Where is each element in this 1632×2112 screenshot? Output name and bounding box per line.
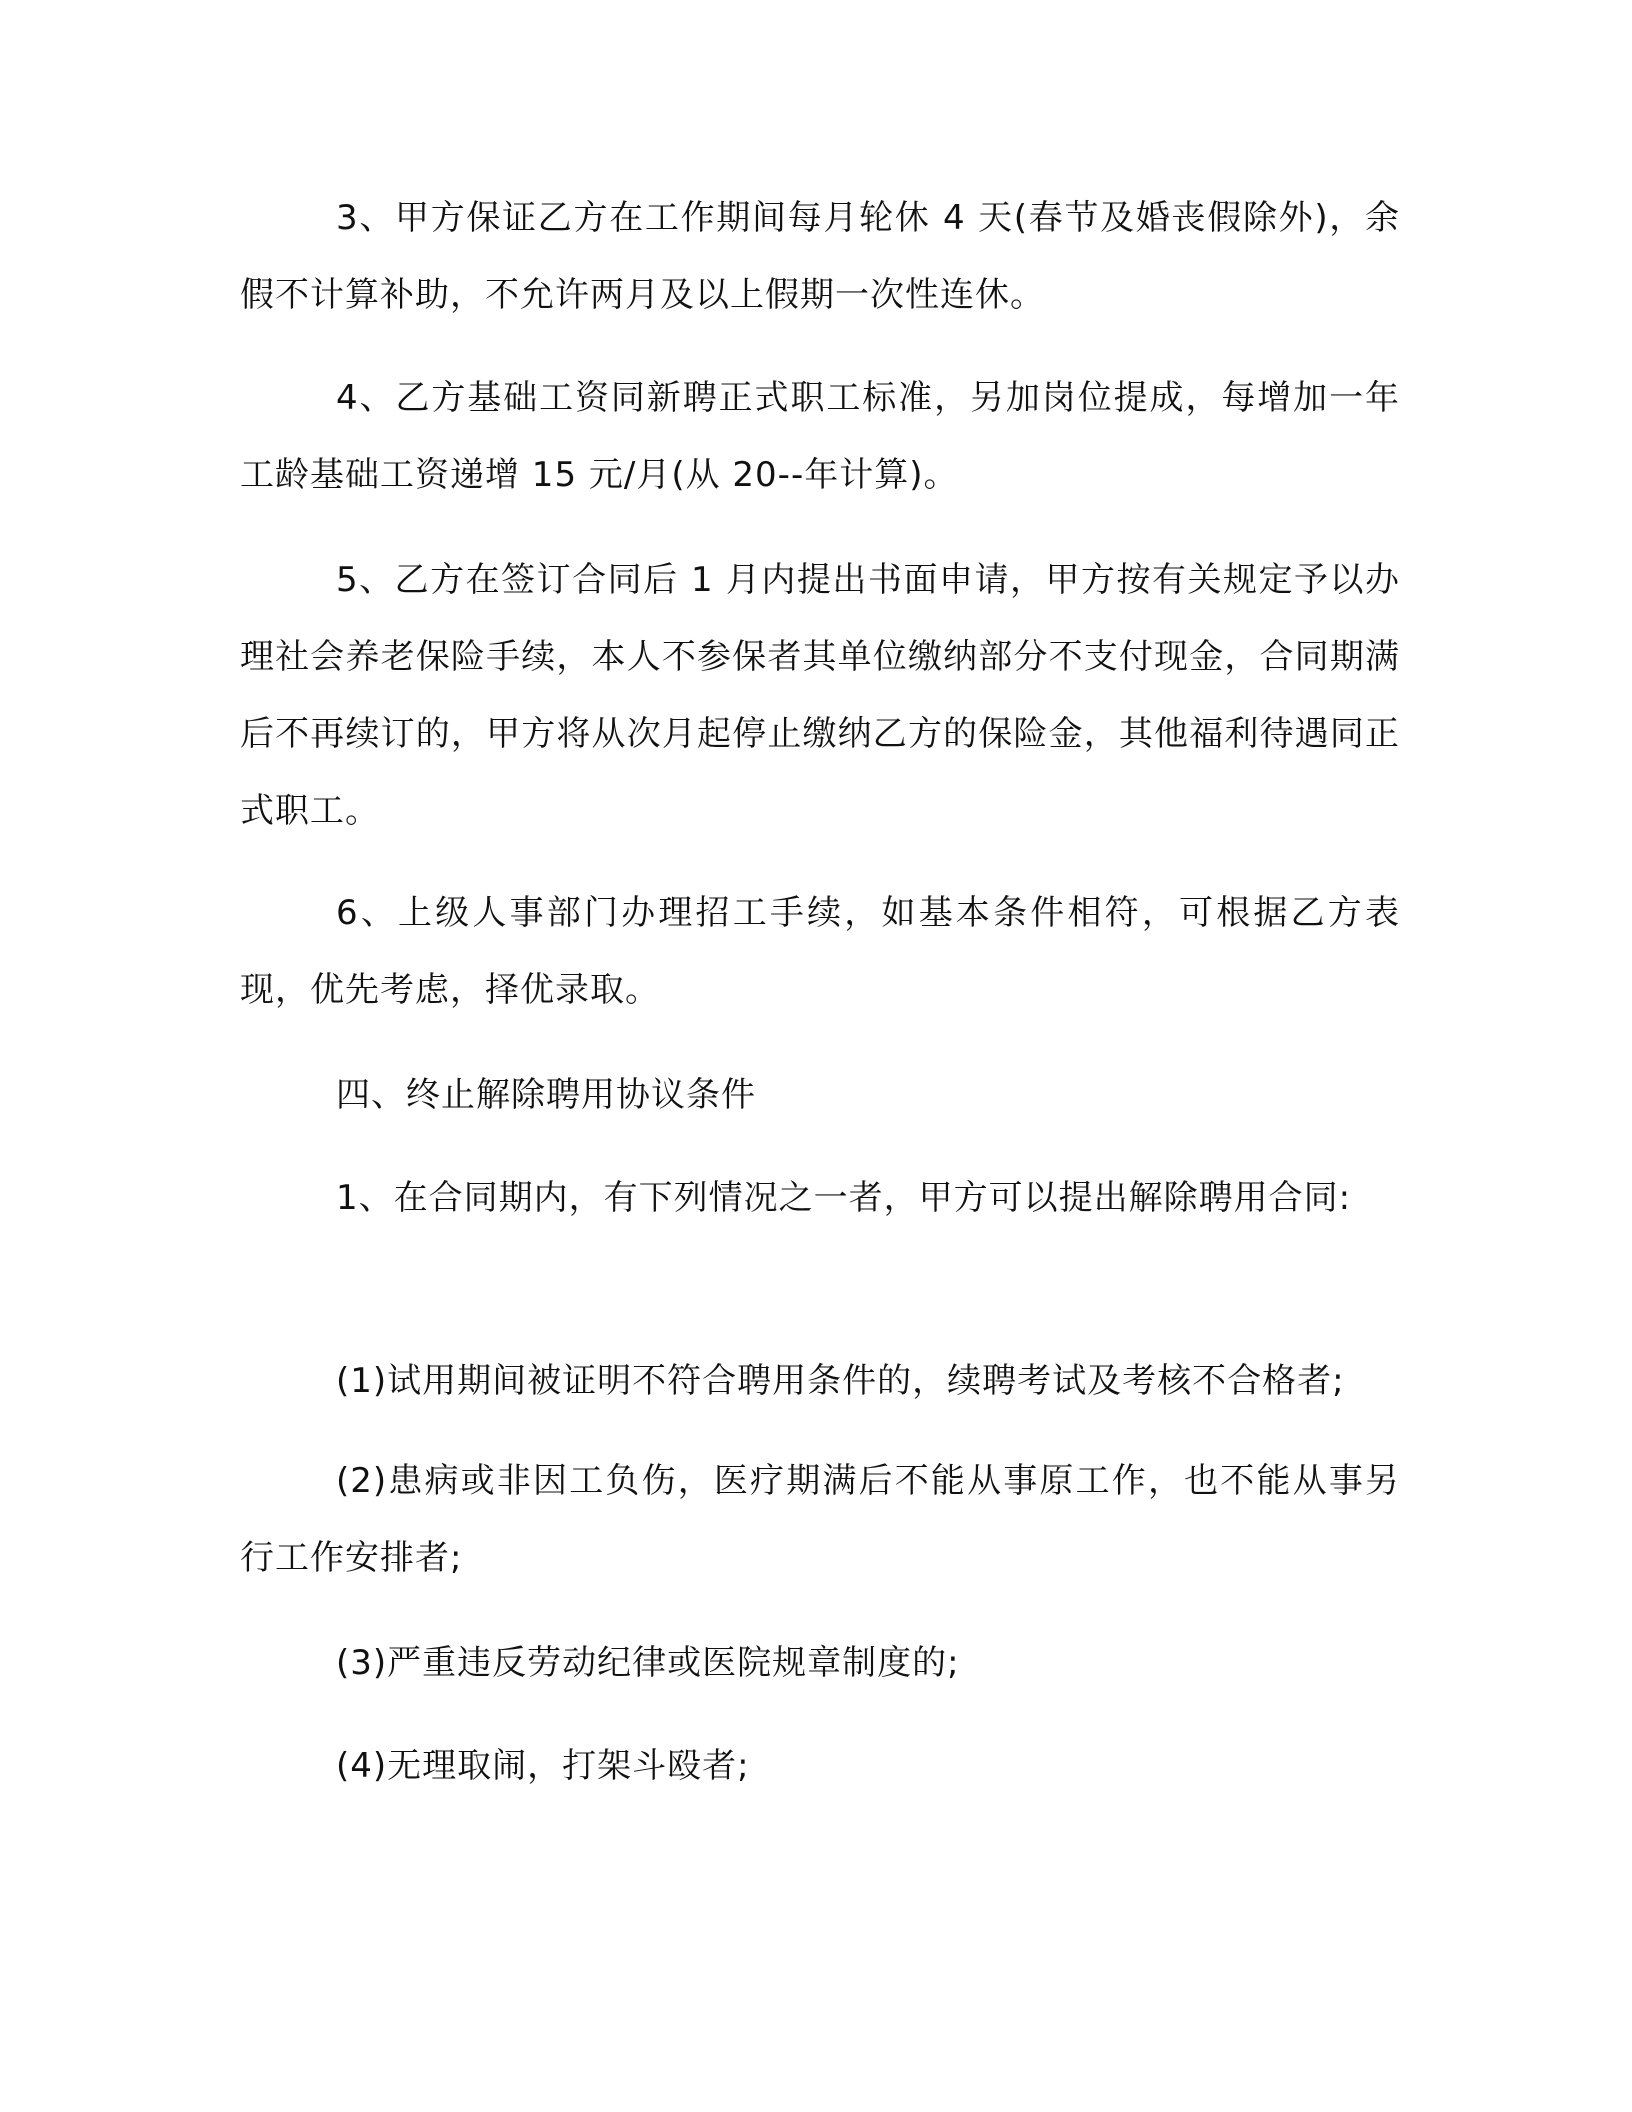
paragraph-termination-intro: 1、在合同期内，有下列情况之一者，甲方可以提出解除聘用合同: — [336, 1178, 1352, 1218]
paragraph-recruitment: 6、上级人事部门办理招工手续，如基本条件相符，可根据乙方表现，优先考虑，择优录取。 — [240, 893, 1400, 1010]
list-item-2: (2)患病或非因工负伤，医疗期满后不能从事原工作，也不能从事另行工作安排者; — [240, 1461, 1400, 1578]
paragraph-base-salary: 4、乙方基础工资同新聘正式职工标准，另加岗位提成，每增加一年工龄基础工资递增 15 元/月(从 20--年计算)。 — [240, 378, 1400, 495]
paragraph-rest-days: 3、甲方保证乙方在工作期间每月轮休 4 天(春节及婚丧假除外)，余假不计算补助，不允许两月及以上假期一次性连休。 — [240, 198, 1400, 315]
section-heading-termination: 四、终止解除聘用协议条件 — [336, 1075, 756, 1115]
paragraph-social-insurance: 5、乙方在签订合同后 1 月内提出书面申请，甲方按有关规定予以办理社会养老保险手续，本人不参保者其单位缴纳部分不支付现金，合同期满后不再续订的，甲方将从次月起停止缴纳乙方的保险金，其他福利待遇同正式职工。 — [240, 560, 1400, 831]
list-item-1: (1)试用期间被证明不符合聘用条件的，续聘考试及考核不合格者; — [336, 1361, 1345, 1401]
list-item-4: (4)无理取闹，打架斗殴者; — [336, 1746, 750, 1786]
list-item-3: (3)严重违反劳动纪律或医院规章制度的; — [336, 1643, 960, 1683]
